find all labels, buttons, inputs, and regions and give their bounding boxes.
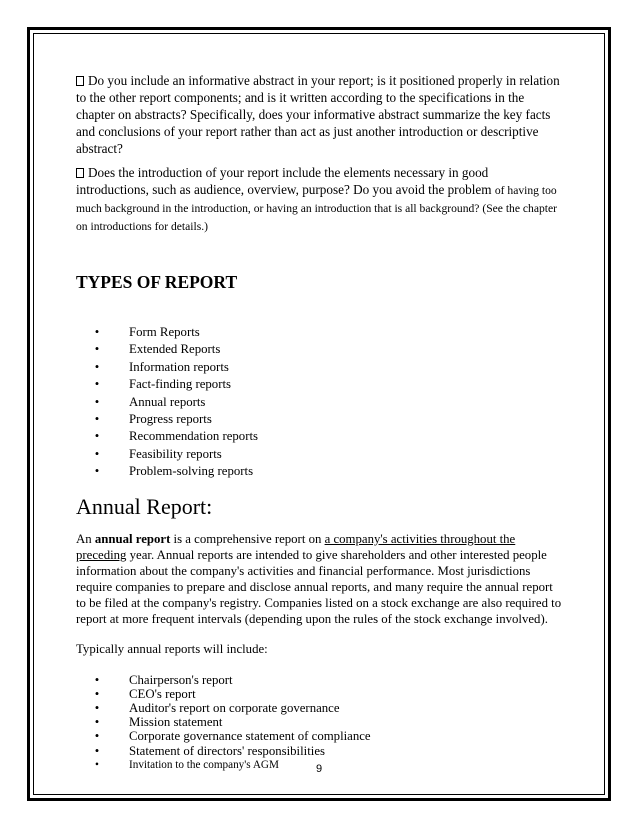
list-item: • Invitation to the company's AGM xyxy=(92,758,564,772)
annual-report-link-text: a company's activities throughout the preceding xyxy=(76,531,516,562)
list-item: • Information reports xyxy=(92,359,564,376)
bullet-icon: • xyxy=(94,446,100,461)
list-item: • CEO's report xyxy=(92,687,564,701)
introduction-paragraph: Does the introduction of your report include the elements necessary in good introductions, such as audience, overview, purpose? Do you avoid the problem of having too much background in the introduction, or having an introduction that is all background? (See the chapter on introductions for details.) xyxy=(76,165,558,233)
list-item: • Chairperson's report xyxy=(92,673,564,687)
bullet-icon: • xyxy=(94,412,100,427)
list-item: • Extended Reports xyxy=(92,341,564,358)
bullet-icon: • xyxy=(94,342,100,357)
page-number: 9 xyxy=(315,763,323,775)
list-item: • Feasibility reports xyxy=(92,446,564,463)
checkbox-glyph-icon xyxy=(76,168,84,178)
bullet-icon: • xyxy=(94,672,100,687)
checkbox-glyph-icon xyxy=(76,76,84,86)
types-of-report-list xyxy=(76,324,564,481)
bullet-icon: • xyxy=(94,743,100,758)
list-item: • Form Reports xyxy=(92,324,564,341)
list-item: • Progress reports xyxy=(92,411,564,428)
annual-report-term: annual report xyxy=(94,531,171,546)
typically-include-text: Typically annual reports will include: xyxy=(76,641,268,656)
bullet-icon: • xyxy=(94,729,100,744)
bullet-icon: • xyxy=(95,758,99,771)
annual-report-heading: Annual Report: xyxy=(76,493,213,519)
types-of-report-heading: TYPES OF REPORT xyxy=(76,272,238,292)
list-item: • Statement of directors' responsibilities xyxy=(92,744,564,758)
bullet-icon: • xyxy=(94,715,100,730)
bullet-icon: • xyxy=(94,464,100,479)
bullet-icon: • xyxy=(94,359,100,374)
list-item: • Problem-solving reports xyxy=(92,463,564,480)
annual-report-contents-list xyxy=(76,673,564,772)
bullet-icon: • xyxy=(94,325,100,339)
list-item: • Annual reports xyxy=(92,394,564,411)
bullet-icon: • xyxy=(94,377,100,392)
list-item: • Recommendation reports xyxy=(92,428,564,445)
bullet-icon: • xyxy=(94,701,100,716)
bullet-icon: • xyxy=(94,394,100,409)
page-content xyxy=(76,72,564,772)
list-item: • Auditor's report on corporate governance xyxy=(92,701,564,715)
annual-report-paragraph: An annual report is a comprehensive report on a company's activities throughout the preceding year. Annual reports are intended to give shareholders and other interested people information about the company's activities and financial performance. Most jurisdictions require companies to prepare and disclose annual reports, and many require the annual report to be filed at the company's registry. Companies listed on a stock exchange are also required to report at more frequent intervals (depending upon the rules of the stock exchange involved). xyxy=(76,531,562,626)
list-item: • Mission statement xyxy=(92,715,564,729)
list-item: • Fact-finding reports xyxy=(92,376,564,393)
bullet-icon: • xyxy=(94,686,100,701)
bullet-icon: • xyxy=(94,429,100,444)
abstract-paragraph: Do you include an informative abstract in your report; is it positioned properly in relation to the other report components; and is it written according to the specifications in the chapter on abstracts? Specifically, does your informative abstract summarize the key facts and conclusions of your report rather than act as just another introduction or descriptive abstract? xyxy=(76,73,560,156)
list-item: • Corporate governance statement of compliance xyxy=(92,729,564,743)
